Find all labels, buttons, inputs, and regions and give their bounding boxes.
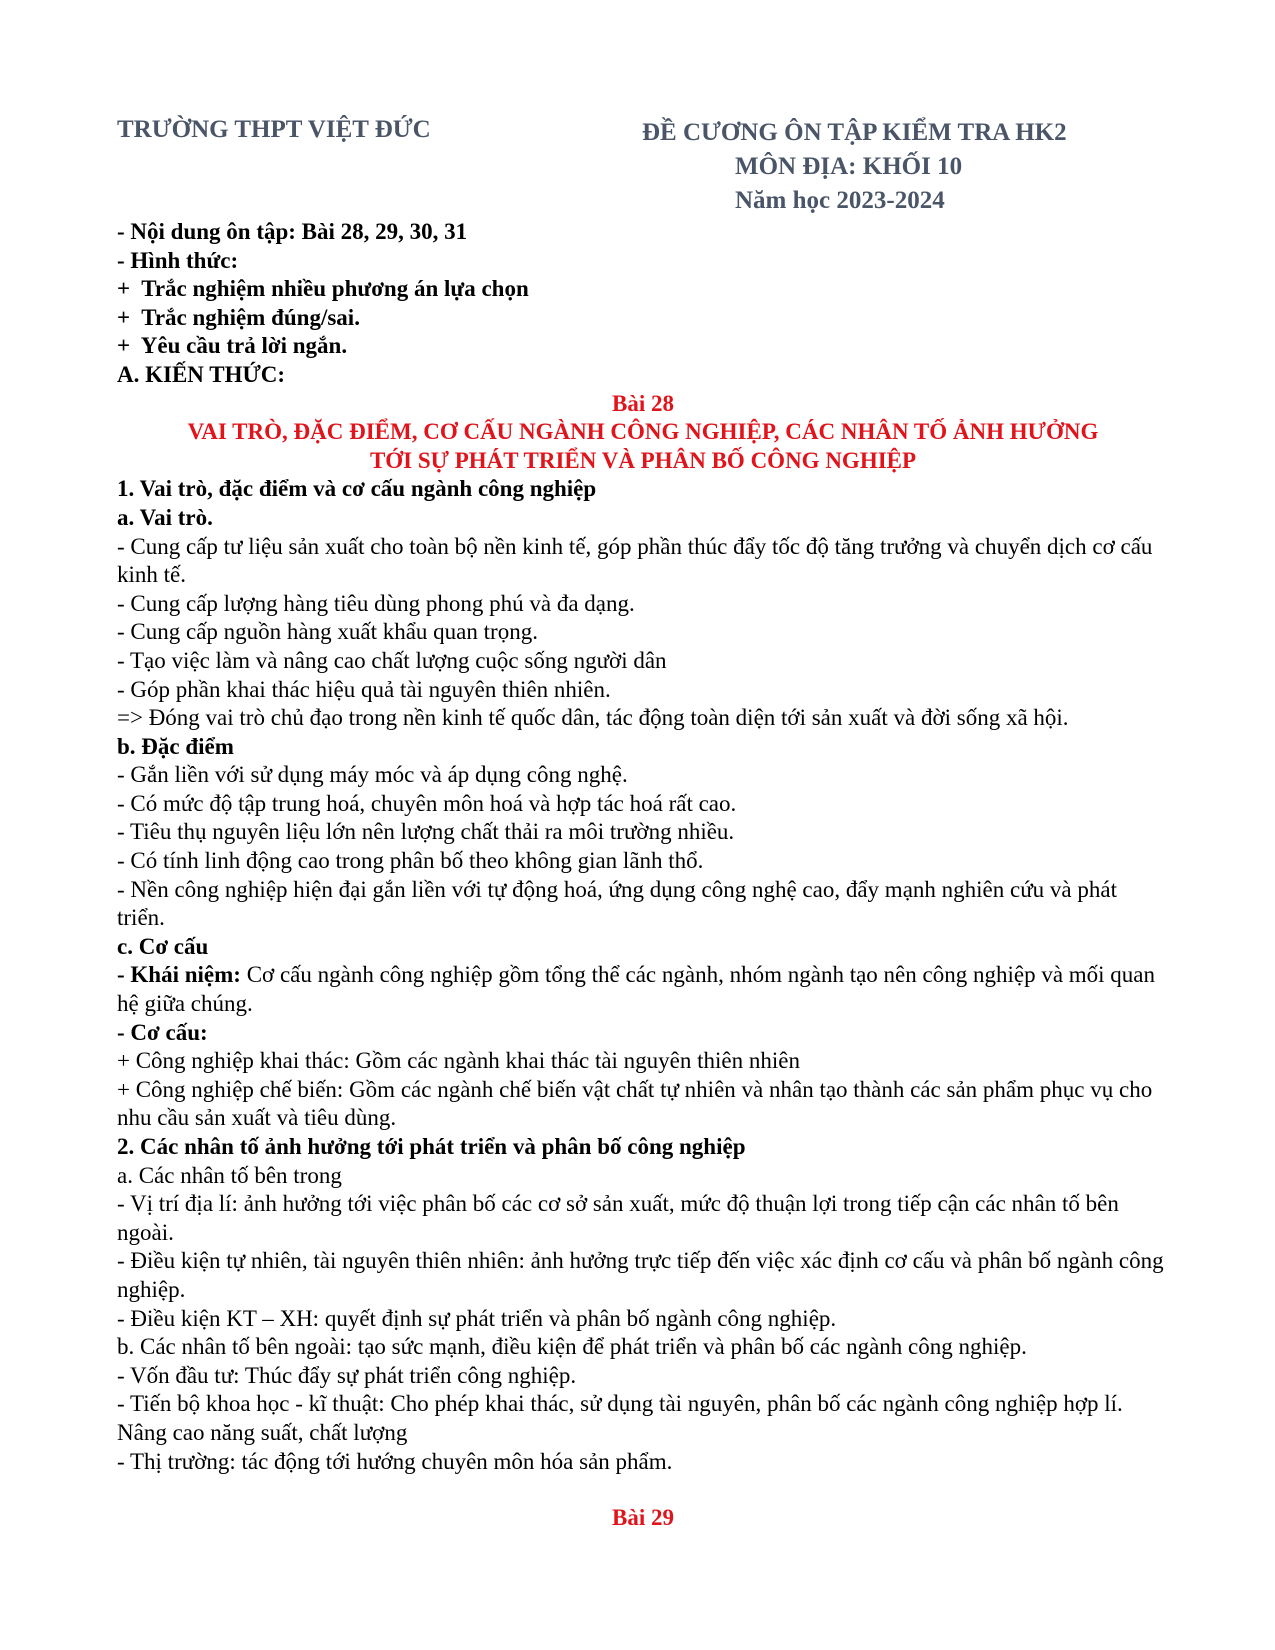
paragraph: - Cung cấp nguồn hàng xuất khẩu quan trọng. [117, 619, 538, 645]
lesson-title: TỚI SỰ PHÁT TRIỂN VÀ PHÂN BỐ CÔNG NGHIỆP [369, 447, 917, 473]
paragraph: - Tiến bộ khoa học - kĩ thuật: Cho phép khai thác, sử dụng tài nguyên, phân bố các ngành công nghiệp hợp lí. Nâng cao năng suất, chất lượng [117, 1391, 1129, 1445]
subsection-heading: 1. Vai trò, đặc điểm và cơ cấu ngành công nghiệp [117, 476, 597, 502]
school-name: TRƯỜNG THPT VIỆT ĐỨC [117, 116, 431, 143]
lesson-title: VAI TRÒ, ĐẶC ĐIỂM, CƠ CẤU NGÀNH CÔNG NGHIỆP, CÁC NHÂN TỐ ẢNH HƯỞNG [187, 419, 1099, 445]
item-heading: c. Cơ cấu [117, 933, 209, 959]
paragraph: - Cung cấp tư liệu sản xuất cho toàn bộ nền kinh tế, góp phần thúc đẩy tốc độ tăng trưởng và chuyển dịch cơ cấu kinh tế. [117, 533, 1159, 588]
paragraph: - Vị trí địa lí: ảnh hưởng tới việc phân bố các cơ sở sản xuất, mức độ thuận lợi trong tiếp cận các nhân tố bên ngoài. [117, 1191, 1125, 1245]
section-heading: A. KIẾN THỨC: [117, 361, 286, 387]
lesson-label: Bài 28 [612, 390, 674, 416]
paragraph: - Có mức độ tập trung hoá, chuyên môn hoá và hợp tác hoá rất cao. [117, 790, 737, 816]
item-heading: b. Đặc điểm [117, 733, 234, 759]
paragraph: + Công nghiệp khai thác: Gồm các ngành khai thác tài nguyên thiên nhiên [117, 1048, 800, 1074]
term-label: - Khái niệm: [117, 962, 241, 988]
subject-grade: MÔN ĐỊA: KHỐI 10 [735, 153, 963, 180]
document-page [117, 112, 1169, 1533]
format-item: + Trắc nghiệm nhiều phương án lựa chọn [117, 276, 529, 302]
paragraph: - Có tính linh động cao trong phân bố theo không gian lãnh thổ. [117, 848, 704, 874]
document-title: ĐỀ CƯƠNG ÔN TẬP KIỂM TRA HK2 [642, 119, 1067, 146]
term-definition: Cơ cấu ngành công nghiệp gồm tổng thể các ngành, nhóm ngành tạo nên công nghiệp và mối quan hệ giữa chúng. [117, 962, 1161, 1017]
paragraph: - Nền công nghiệp hiện đại gắn liền với tự động hoá, ứng dụng công nghệ cao, đẩy mạnh nghiên cứu và phát triển. [117, 876, 1123, 931]
document-title-block [642, 116, 1067, 218]
paragraph [117, 961, 1169, 1018]
paragraph: - Tiêu thụ nguyên liệu lớn nên lượng chất thải ra môi trường nhiều. [117, 819, 735, 845]
lesson-label: Bài 29 [612, 1505, 674, 1531]
item-heading: a. Các nhân tố bên trong [117, 1162, 342, 1188]
item-heading: b. Các nhân tố bên ngoài: tạo sức mạnh, điều kiện để phát triển và phân bố các ngành công nghiệp. [117, 1334, 1027, 1360]
spacer [117, 1476, 1169, 1504]
document-body [117, 218, 1169, 1533]
paragraph: - Gắn liền với sử dụng máy móc và áp dụng công nghệ. [117, 762, 628, 788]
format-item: + Yêu cầu trả lời ngắn. [117, 333, 348, 359]
paragraph: + Công nghiệp chế biến: Gồm các ngành chế biến vật chất tự nhiên và nhân tạo thành các sản phẩm phục vụ cho nhu cầu sản xuất và tiêu dùng. [117, 1076, 1158, 1131]
paragraph: - Điều kiện KT – XH: quyết định sự phát triển và phân bố ngành công nghiệp. [117, 1305, 837, 1331]
format-heading: - Hình thức: [117, 247, 239, 273]
paragraph: - Tạo việc làm và nâng cao chất lượng cuộc sống người dân [117, 647, 667, 673]
term-label: - Cơ cấu: [117, 1019, 208, 1045]
review-content: - Nội dung ôn tập: Bài 28, 29, 30, 31 [117, 219, 468, 244]
paragraph: - Cung cấp lượng hàng tiêu dùng phong phú và đa dạng. [117, 590, 635, 616]
paragraph: - Góp phần khai thác hiệu quả tài nguyên thiên nhiên. [117, 676, 611, 702]
paragraph: - Điều kiện tự nhiên, tài nguyên thiên nhiên: ảnh hưởng trực tiếp đến việc xác định cơ cấu và phân bố ngành công nghiệp. [117, 1248, 1170, 1302]
item-heading: a. Vai trò. [117, 504, 213, 530]
paragraph: - Thị trường: tác động tới hướng chuyên môn hóa sản phẩm. [117, 1448, 673, 1474]
document-header [117, 112, 1169, 212]
paragraph: => Đóng vai trò chủ đạo trong nền kinh tế quốc dân, tác động toàn diện tới sản xuất và đời sống xã hội. [117, 705, 1069, 731]
format-item: + Trắc nghiệm đúng/sai. [117, 304, 360, 330]
paragraph: - Vốn đầu tư: Thúc đẩy sự phát triển công nghiệp. [117, 1362, 577, 1388]
school-year: Năm học 2023-2024 [735, 187, 945, 214]
subsection-heading: 2. Các nhân tố ảnh hưởng tới phát triển và phân bố công nghiệp [117, 1134, 746, 1159]
